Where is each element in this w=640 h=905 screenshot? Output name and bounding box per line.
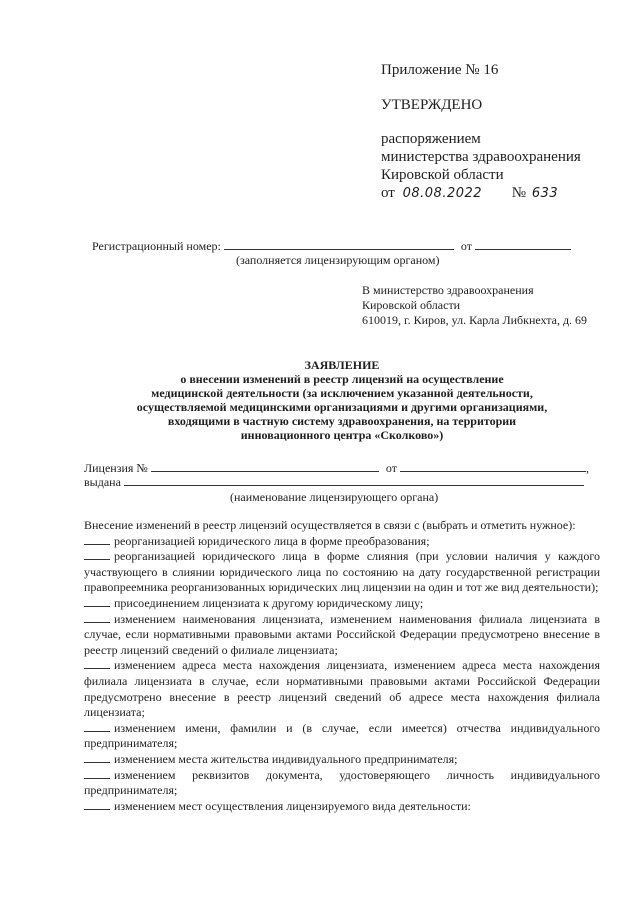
document-title: ЗАЯВЛЕНИЕ <box>304 358 380 372</box>
checkbox-blank[interactable] <box>84 800 110 810</box>
checkbox-blank[interactable] <box>84 550 110 560</box>
registration-number-field[interactable] <box>224 238 454 250</box>
title-line-1: о внесении изменений в реестр лицензий на осуществление <box>180 372 504 386</box>
registration-from-label: от <box>460 239 472 253</box>
issuer-note: (наименование лицензирующего органа) <box>230 490 439 504</box>
checkbox-blank[interactable] <box>84 597 110 607</box>
title-line-3: осуществляемой медицинскими организациями и другими организациями, <box>136 400 548 414</box>
order-line-3: Кировской области <box>381 167 504 183</box>
license-from-label: от <box>385 461 397 475</box>
approved-label: УТВЕРЖДЕНО <box>381 97 483 113</box>
license-date-field[interactable] <box>400 460 586 472</box>
checkbox-blank[interactable] <box>84 753 110 763</box>
checkbox-blank[interactable] <box>84 769 110 779</box>
body-section <box>84 518 600 814</box>
list-item: изменением мест осуществления лицензируемого вида деятельности: <box>84 799 600 815</box>
title-line-5: инновационного центра «Сколково») <box>240 428 444 442</box>
registration-label: Регистрационный номер: <box>92 239 221 253</box>
list-item: реорганизацией юридического лица в форме преобразования; <box>84 534 600 550</box>
license-line: Лицензия № от , <box>84 461 589 475</box>
registration-note: (заполняется лицензирующим органом) <box>236 253 440 267</box>
checkbox-blank[interactable] <box>84 535 110 545</box>
list-item: изменением адреса места нахождения лицензиата, изменением адреса места нахождения филиала лицензиата в случае, если нормативными правовыми актами Российской Федерации предусмотрено внесение в реестр лицензий сведений об адресе места нахождения филиала лицензиата; <box>84 658 600 720</box>
intro-text: Внесение изменений в реестр лицензий осуществляется в связи с (выбрать и отметить нужное): <box>84 518 576 532</box>
license-issued-line <box>84 474 584 490</box>
license-label: Лицензия № <box>84 461 148 475</box>
from-label: от <box>381 185 395 201</box>
handwritten-number: 633 <box>531 186 559 201</box>
registration-date-field[interactable] <box>475 238 571 250</box>
list-item: изменением имени, фамилии и (в случае, если имеется) отчества индивидуального предпринимателя; <box>84 720 600 751</box>
list-item: реорганизацией юридического лица в форме слияния (при условии наличия у каждого участвующего в слиянии юридического лица по состоянию на дату государственной регистрации правопреемника реорганизованных юридических лиц лицензии на один и тот же вид деятельности); <box>84 549 600 595</box>
appendix-label: Приложение № 16 <box>381 62 499 78</box>
addressee-line-1: В министерство здравоохранения <box>362 283 534 297</box>
checkbox-blank[interactable] <box>84 722 110 732</box>
list-item: присоединением лицензиата к другому юридическому лицу; <box>84 596 600 612</box>
checkbox-blank[interactable] <box>84 659 110 669</box>
order-line-1: распоряжением <box>381 131 481 147</box>
list-item: изменением реквизитов документа, удостоверяющего личность индивидуального предпринимателя; <box>84 767 600 798</box>
order-date-line <box>381 184 558 203</box>
title-line-2: медицинской деятельности (за исключением указанной деятельности, <box>151 386 533 400</box>
handwritten-date: 08.08.2022 <box>402 186 483 201</box>
issuer-field[interactable] <box>124 474 584 486</box>
order-line-2: министерства здравоохранения <box>381 149 581 165</box>
title-line-4: входящими в частную систему здравоохранения, на территории <box>167 414 517 428</box>
license-number-field[interactable] <box>151 460 379 472</box>
issued-label: выдана <box>84 475 121 489</box>
registration-line <box>92 238 571 254</box>
list-item: изменением наименования лицензиата, изменением наименования филиала лицензиата в случае, если нормативными правовыми актами Российской Федерации предусмотрено внесение в реестр лицензий сведений о филиале лицензиата; <box>84 611 600 657</box>
number-label: № <box>511 185 527 201</box>
checkbox-blank[interactable] <box>84 613 110 623</box>
addressee-line-3: 610019, г. Киров, ул. Карла Либкнехта, д. 69 <box>362 313 588 327</box>
addressee-line-2: Кировской области <box>362 298 461 312</box>
list-item: изменением места жительства индивидуального предпринимателя; <box>84 752 600 768</box>
